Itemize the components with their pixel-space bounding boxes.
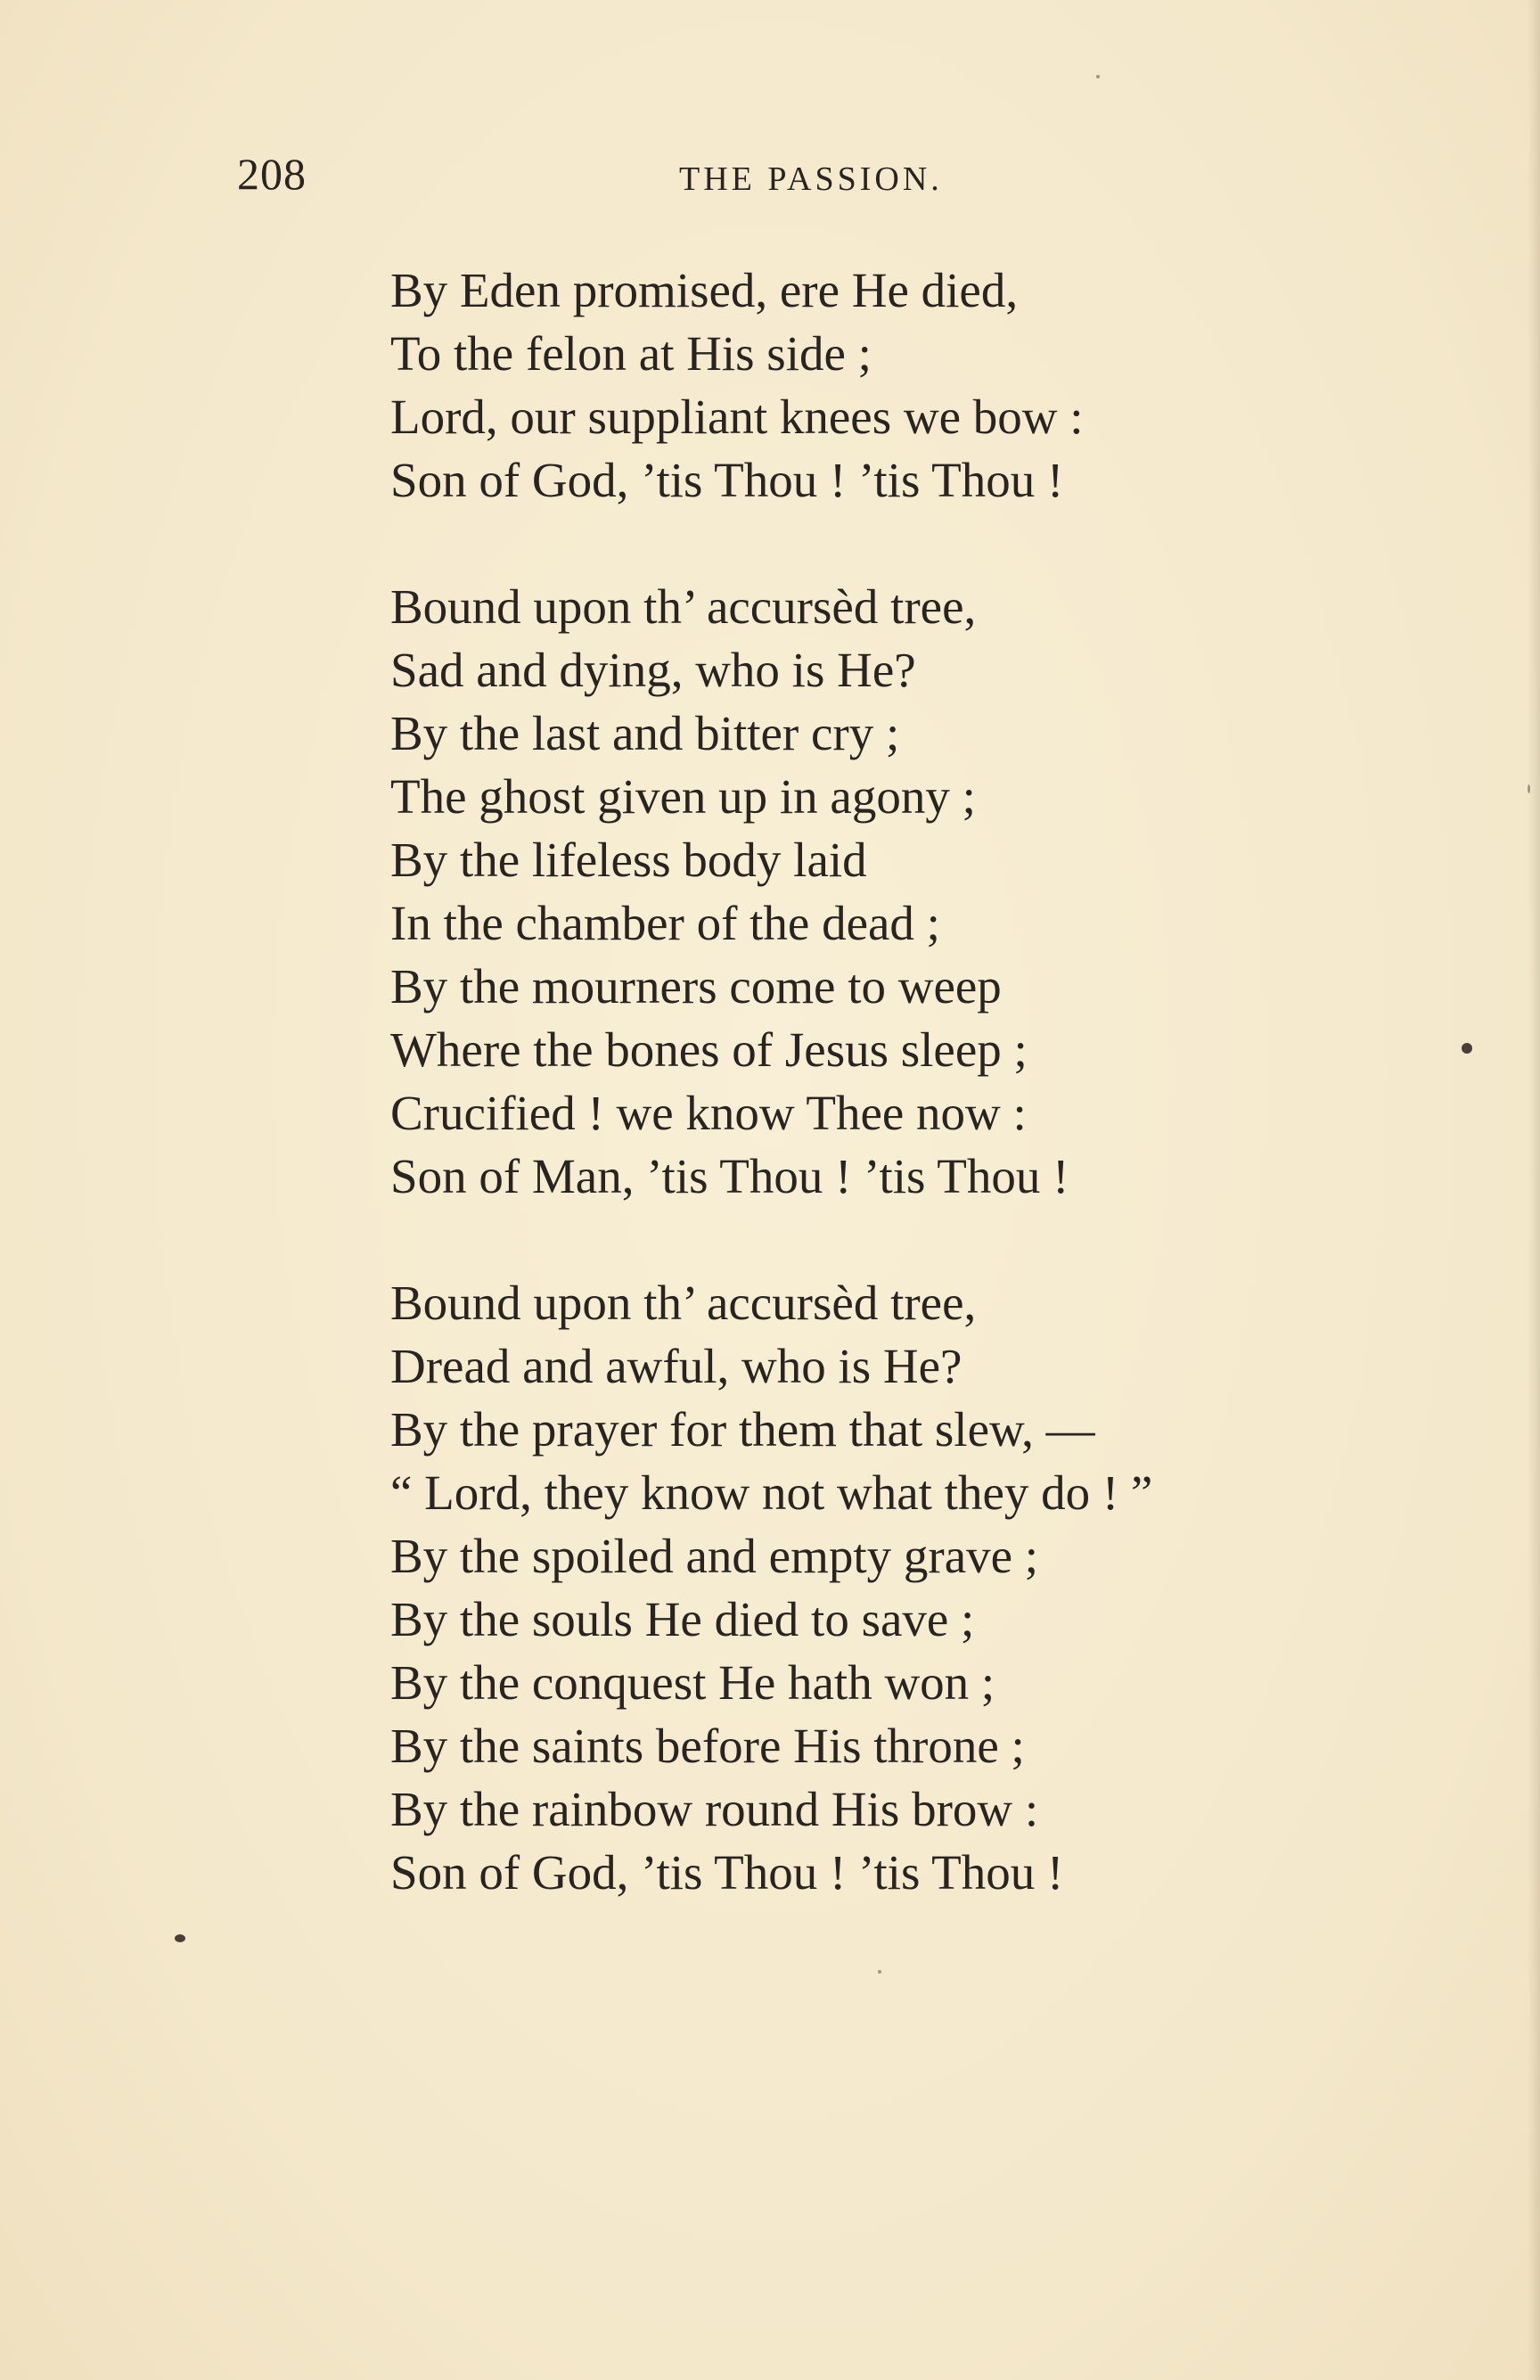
poem-line: Crucified ! we know Thee now : — [390, 1086, 1027, 1140]
poem-line: By the mourners come to weep — [390, 959, 1002, 1014]
poem-line: Lord, our suppliant knees we bow : — [390, 390, 1084, 444]
poem — [390, 259, 1371, 1904]
poem-line: By the rainbow round His brow : — [390, 1782, 1039, 1836]
poem-line: By the souls He died to save ; — [390, 1592, 975, 1646]
ink-speck — [175, 1934, 185, 1942]
poem-line: By the spoiled and empty grave ; — [390, 1529, 1039, 1583]
poem-line: By the prayer for them that slew, — — [390, 1402, 1095, 1457]
stanza-2 — [390, 575, 1371, 1208]
page-number: 208 — [237, 149, 307, 199]
poem-line: Bound upon th’ accursèd tree, — [390, 1276, 977, 1330]
poem-line: Dread and awful, who is He? — [390, 1339, 962, 1393]
stanza-1 — [390, 259, 1371, 512]
poem-line: Son of God, ’tis Thou ! ’tis Thou ! — [390, 453, 1064, 507]
stanza-3 — [390, 1271, 1371, 1904]
ink-speck — [878, 1970, 881, 1974]
poem-line: “ Lord, they know not what they do ! ” — [390, 1465, 1153, 1520]
poem-line: The ghost given up in agony ; — [390, 769, 976, 824]
page-edge-shadow — [1528, 0, 1540, 2380]
ink-speck — [1462, 1043, 1472, 1054]
poem-line: To the felon at His side ; — [390, 326, 872, 381]
running-title: THE PASSION. — [679, 160, 943, 198]
poem-line: Where the bones of Jesus sleep ; — [390, 1022, 1028, 1077]
poem-line: By the lifeless body laid — [390, 833, 867, 887]
poem-line: In the chamber of the dead ; — [390, 896, 940, 950]
poem-line: Son of God, ’tis Thou ! ’tis Thou ! — [390, 1845, 1064, 1900]
poem-line: By the saints before His throne ; — [390, 1719, 1025, 1773]
poem-line: Sad and dying, who is He? — [390, 643, 916, 697]
poem-line: Bound upon th’ accursèd tree, — [390, 579, 977, 634]
ink-speck — [1528, 784, 1530, 793]
poem-line: By the conquest He hath won ; — [390, 1655, 995, 1710]
ink-speck — [1096, 75, 1100, 78]
poem-line: Son of Man, ’tis Thou ! ’tis Thou ! — [390, 1149, 1069, 1203]
poem-line: By the last and bitter cry ; — [390, 706, 900, 760]
poem-line: By Eden promised, ere He died, — [390, 263, 1019, 317]
